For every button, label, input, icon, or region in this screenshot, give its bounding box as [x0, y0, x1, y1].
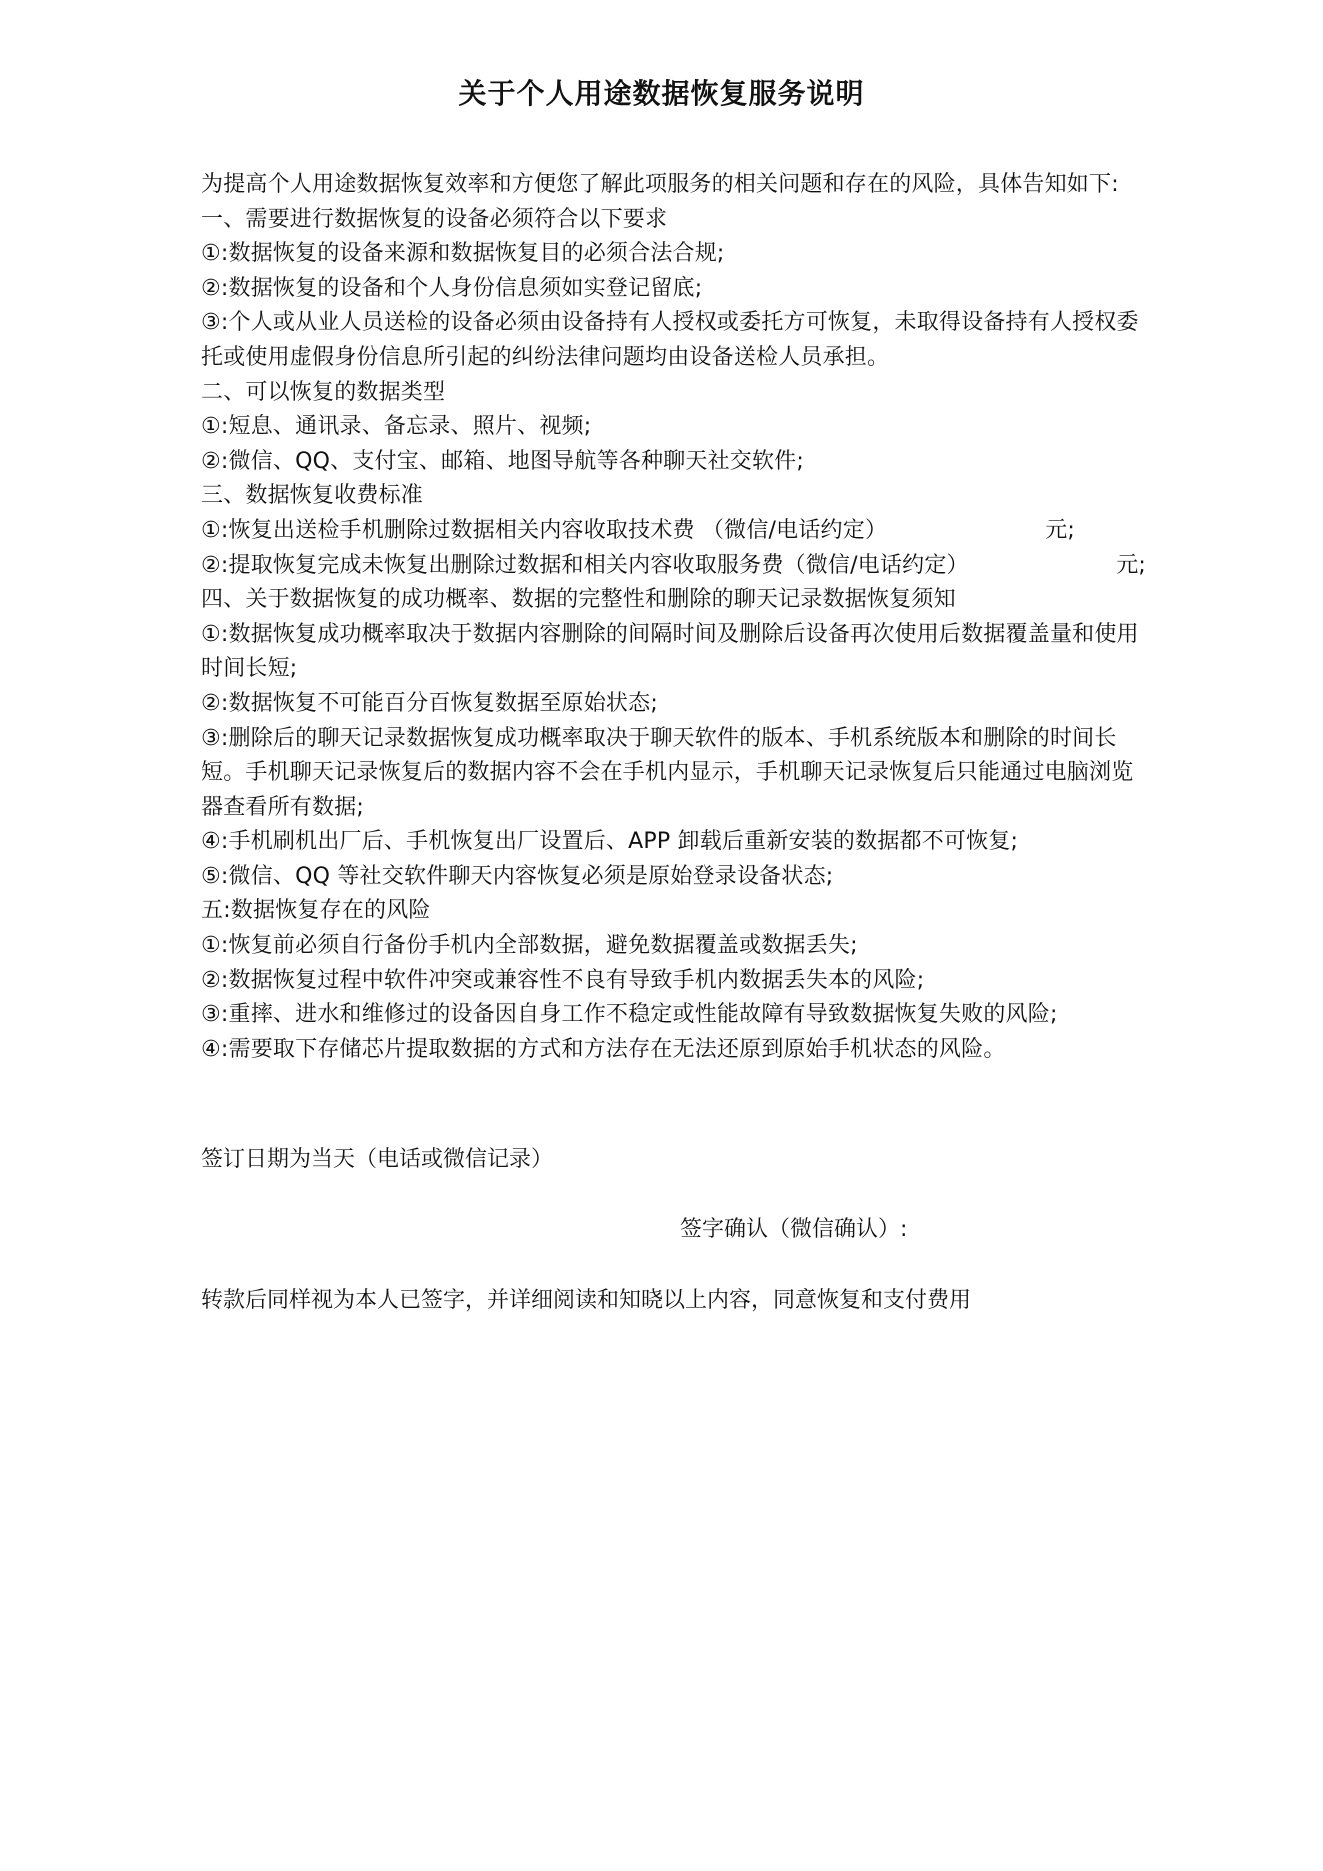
section-4-item-3: ③:删除后的聊天记录数据恢复成功概率取决于聊天软件的版本、手机系统版本和删除的时间长短。手机聊天记录恢复后的数据内容不会在手机内显示，手机聊天记录恢复后只能通过电脑浏览器查看所有数据;: [201, 725, 1134, 820]
section-2-item-2: ②:微信、QQ、支付宝、邮箱、地图导航等各种聊天社交软件;: [201, 448, 804, 474]
signature-label: 签字确认（微信确认）:: [680, 1217, 908, 1242]
intro-paragraph: 为提高个人用途数据恢复效率和方便您了解此项服务的相关问题和存在的风险，具体告知如下:: [201, 172, 1119, 197]
fee-service-unit: 元;: [1116, 552, 1146, 578]
section-3-heading: 三、数据恢复收费标准: [201, 483, 424, 509]
fee-line-service: [201, 549, 1146, 584]
section-5-item-4: ④:需要取下存储芯片提取数据的方式和方法存在无法还原到原始手机状态的风险。: [201, 1036, 1006, 1062]
document-title: 关于个人用途数据恢复服务说明: [458, 77, 865, 110]
section-1-item-2: ②:数据恢复的设备和个人身份信息须如实登记留底;: [201, 275, 703, 301]
section-1-item-3: ③:个人或从业人员送检的设备必须由设备持有人授权或委托方可恢复，未取得设备持有人授权委托或使用虚假身份信息所引起的纠纷法律问题均由设备送检人员承担。: [201, 310, 1139, 370]
section-1-item-1: ①:数据恢复的设备来源和数据恢复目的必须合法合规;: [201, 241, 725, 267]
section-4-item-4: ④:手机刷机出厂后、手机恢复出厂设置后、APP 卸载后重新安装的数据都不可恢复;: [201, 829, 1019, 855]
fee-service-text: ②:提取恢复完成未恢复出删除过数据和相关内容收取服务费（微信/电话约定）: [201, 552, 969, 578]
section-5-item-2: ②:数据恢复过程中软件冲突或兼容性不良有导致手机内数据丢失本的风险;: [201, 967, 925, 993]
section-4-heading: 四、关于数据恢复的成功概率、数据的完整性和删除的聊天记录数据恢复须知: [201, 587, 956, 613]
transfer-note: 转款后同样视为本人已签字，并详细阅读和知晓以上内容，同意恢复和支付费用: [201, 1288, 972, 1313]
section-4-item-1: ①:数据恢复成功概率取决于数据内容删除的间隔时间及删除后设备再次使用后数据覆盖量和使用时间长短;: [201, 621, 1139, 682]
section-5-item-3: ③:重摔、进水和维修过的设备因自身工作不稳定或性能故障有导致数据恢复失败的风险;: [201, 1002, 1058, 1028]
fee-technical-text: ①:恢复出送检手机删除过数据相关内容收取技术费 （微信/电话约定）: [201, 517, 888, 543]
fee-line-technical: [201, 514, 1141, 549]
document-body: [201, 168, 1146, 1067]
section-1-heading: 一、需要进行数据恢复的设备必须符合以下要求: [201, 206, 668, 232]
section-2-heading: 二、可以恢复的数据类型: [201, 379, 446, 405]
section-5-heading: 五:数据恢复存在的风险: [201, 898, 431, 924]
signing-date: 签订日期为当天（电话或微信记录）: [201, 1147, 554, 1172]
section-4-item-2: ②:数据恢复不可能百分百恢复数据至原始状态;: [201, 690, 658, 716]
section-4-item-5: ⑤:微信、QQ 等社交软件聊天内容恢复必须是原始登录设备状态;: [201, 863, 834, 889]
fee-technical-unit: 元;: [1045, 517, 1075, 543]
section-2-item-1: ①:短息、通讯录、备忘录、照片、视频;: [201, 414, 592, 440]
section-5-item-1: ①:恢复前必须自行备份手机内全部数据，避免数据覆盖或数据丢失;: [201, 933, 858, 959]
